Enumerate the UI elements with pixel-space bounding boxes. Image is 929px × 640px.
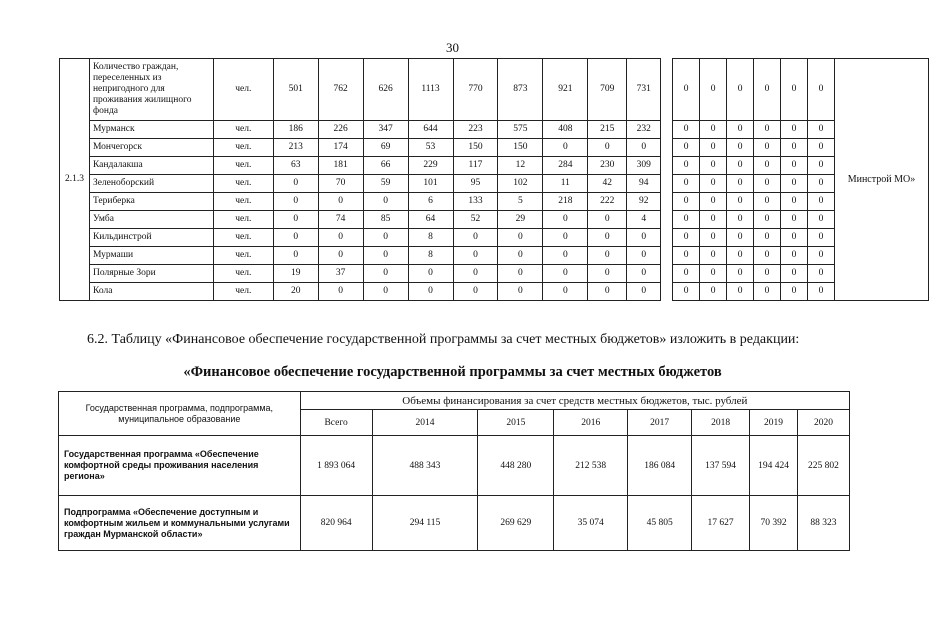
value-cell: 225 802: [797, 436, 849, 496]
value-cell: 0: [318, 193, 363, 211]
value-cell: 488 343: [372, 436, 478, 496]
value-cell: 284: [543, 157, 588, 175]
value-cell: 186: [273, 121, 318, 139]
value-cell: 709: [588, 59, 627, 121]
value-cell: 186 084: [628, 436, 692, 496]
value-cell: 85: [363, 211, 408, 229]
value-cell: 0: [781, 139, 808, 157]
value-cell: 174: [318, 139, 363, 157]
value-cell: 12: [498, 157, 543, 175]
unit-cell: чел.: [213, 229, 273, 247]
value-cell: 53: [408, 139, 453, 157]
row-name: Кильдинстрой: [89, 229, 213, 247]
value-cell: 0: [498, 229, 543, 247]
unit-cell: чел.: [213, 247, 273, 265]
value-cell: 0: [627, 247, 661, 265]
value-cell: 137 594: [692, 436, 750, 496]
value-cell: 0: [754, 157, 781, 175]
table-row: [60, 59, 929, 121]
value-cell: 0: [700, 121, 727, 139]
spacer-cell: [661, 157, 673, 175]
value-cell: 0: [363, 229, 408, 247]
value-cell: 0: [700, 175, 727, 193]
value-cell: 101: [408, 175, 453, 193]
value-cell: 69: [363, 139, 408, 157]
value-cell: 0: [754, 265, 781, 283]
value-cell: 218: [543, 193, 588, 211]
value-cell: 0: [754, 59, 781, 121]
value-cell: 0: [807, 157, 834, 175]
value-cell: 770: [453, 59, 498, 121]
value-cell: 0: [700, 211, 727, 229]
value-cell: 0: [700, 59, 727, 121]
value-cell: 63: [273, 157, 318, 175]
value-cell: 575: [498, 121, 543, 139]
value-cell: 0: [588, 229, 627, 247]
value-cell: 133: [453, 193, 498, 211]
column-header: 2015: [478, 410, 554, 436]
value-cell: 64: [408, 211, 453, 229]
table-row: [60, 283, 929, 301]
value-cell: 0: [673, 211, 700, 229]
column-header: 2014: [372, 410, 478, 436]
value-cell: 0: [807, 193, 834, 211]
value-cell: 644: [408, 121, 453, 139]
row-name: Мончегорск: [89, 139, 213, 157]
resettlement-table: [59, 58, 929, 301]
group-header: Объемы финансирования за счет средств местных бюджетов, тыс. рублей: [300, 392, 849, 410]
value-cell: 294 115: [372, 496, 478, 551]
value-cell: 0: [543, 229, 588, 247]
value-cell: 95: [453, 175, 498, 193]
value-cell: 0: [754, 247, 781, 265]
value-cell: 0: [363, 247, 408, 265]
unit-cell: чел.: [213, 193, 273, 211]
page-number: 30: [446, 40, 459, 55]
value-cell: 0: [543, 211, 588, 229]
value-cell: 0: [273, 211, 318, 229]
value-cell: 0: [807, 229, 834, 247]
header-row: [59, 392, 850, 410]
value-cell: 0: [754, 121, 781, 139]
value-cell: 212 538: [554, 436, 628, 496]
value-cell: 0: [627, 283, 661, 301]
value-cell: 0: [754, 211, 781, 229]
value-cell: 0: [700, 247, 727, 265]
value-cell: 0: [754, 283, 781, 301]
row-name: Кола: [89, 283, 213, 301]
value-cell: 0: [807, 283, 834, 301]
table-title: «Финансовое обеспечение государственной программы за счет местных бюджетов: [183, 364, 722, 380]
value-cell: 0: [781, 121, 808, 139]
spacer-cell: [661, 59, 673, 121]
value-cell: 117: [453, 157, 498, 175]
value-cell: 0: [727, 157, 754, 175]
value-cell: 408: [543, 121, 588, 139]
value-cell: 0: [318, 247, 363, 265]
row-name: Полярные Зори: [89, 265, 213, 283]
value-cell: 17 627: [692, 496, 750, 551]
row-name: Мурмаши: [89, 247, 213, 265]
value-cell: 0: [673, 59, 700, 121]
value-cell: 223: [453, 121, 498, 139]
value-cell: 92: [627, 193, 661, 211]
responsible-cell: Минстрой МО»: [834, 59, 928, 301]
value-cell: 213: [273, 139, 318, 157]
value-cell: 0: [543, 247, 588, 265]
spacer-cell: [661, 247, 673, 265]
value-cell: 232: [627, 121, 661, 139]
value-cell: 29: [498, 211, 543, 229]
row-name: Кандалакша: [89, 157, 213, 175]
value-cell: 150: [498, 139, 543, 157]
spacer-cell: [661, 193, 673, 211]
value-cell: 448 280: [478, 436, 554, 496]
value-cell: 0: [673, 139, 700, 157]
value-cell: 0: [453, 229, 498, 247]
value-cell: 0: [781, 247, 808, 265]
value-cell: 102: [498, 175, 543, 193]
column-header: 2017: [628, 410, 692, 436]
value-cell: 0: [273, 175, 318, 193]
value-cell: 0: [807, 265, 834, 283]
value-cell: 0: [588, 211, 627, 229]
unit-cell: чел.: [213, 283, 273, 301]
column-header: 2020: [797, 410, 849, 436]
table-row: [60, 121, 929, 139]
value-cell: 0: [700, 157, 727, 175]
value-cell: 0: [673, 229, 700, 247]
value-cell: 0: [727, 265, 754, 283]
value-cell: 0: [273, 247, 318, 265]
value-cell: 229: [408, 157, 453, 175]
value-cell: 226: [318, 121, 363, 139]
row-name: Мурманск: [89, 121, 213, 139]
value-cell: 0: [807, 175, 834, 193]
value-cell: 0: [727, 175, 754, 193]
spacer-cell: [661, 283, 673, 301]
value-cell: 66: [363, 157, 408, 175]
table-row: [60, 175, 929, 193]
value-cell: 0: [807, 121, 834, 139]
value-cell: 1113: [408, 59, 453, 121]
value-cell: 0: [673, 247, 700, 265]
value-cell: 0: [627, 139, 661, 157]
spacer-cell: [661, 211, 673, 229]
value-cell: 150: [453, 139, 498, 157]
value-cell: 0: [543, 139, 588, 157]
value-cell: 1 893 064: [300, 436, 372, 496]
table-row: [60, 265, 929, 283]
row-name: Количество граждан, переселенных из непригодного для проживания жилищного фонда: [89, 59, 213, 121]
value-cell: 269 629: [478, 496, 554, 551]
table-row: [60, 193, 929, 211]
unit-cell: чел.: [213, 59, 273, 121]
value-cell: 4: [627, 211, 661, 229]
value-cell: 0: [408, 265, 453, 283]
value-cell: 347: [363, 121, 408, 139]
value-cell: 0: [727, 193, 754, 211]
value-cell: 11: [543, 175, 588, 193]
value-cell: 0: [453, 283, 498, 301]
value-cell: 731: [627, 59, 661, 121]
value-cell: 0: [781, 193, 808, 211]
column-header: Всего: [300, 410, 372, 436]
spacer-cell: [661, 121, 673, 139]
value-cell: 0: [318, 283, 363, 301]
table-row: [60, 139, 929, 157]
column-header: 2019: [750, 410, 798, 436]
value-cell: 0: [727, 139, 754, 157]
value-cell: 0: [498, 283, 543, 301]
value-cell: 42: [588, 175, 627, 193]
value-cell: 0: [588, 247, 627, 265]
value-cell: 309: [627, 157, 661, 175]
value-cell: 0: [781, 157, 808, 175]
row-name: Териберка: [89, 193, 213, 211]
value-cell: 0: [273, 229, 318, 247]
value-cell: 0: [543, 265, 588, 283]
value-cell: 0: [700, 229, 727, 247]
value-cell: 0: [807, 211, 834, 229]
value-cell: 0: [673, 121, 700, 139]
value-cell: 6: [408, 193, 453, 211]
value-cell: 0: [700, 193, 727, 211]
value-cell: 0: [781, 229, 808, 247]
row-name: Зеленоборский: [89, 175, 213, 193]
value-cell: 0: [781, 265, 808, 283]
value-cell: 181: [318, 157, 363, 175]
value-cell: 0: [754, 229, 781, 247]
value-cell: 8: [408, 229, 453, 247]
value-cell: 0: [543, 283, 588, 301]
table-row: [59, 496, 850, 551]
unit-cell: чел.: [213, 121, 273, 139]
value-cell: 37: [318, 265, 363, 283]
row-name: Подпрограмма «Обеспечение доступным и комфортным жильем и коммунальными услугами граждан Мурманской области»: [59, 496, 301, 551]
value-cell: 0: [754, 175, 781, 193]
amendment-paragraph: 6.2. Таблицу «Финансовое обеспечение государственной программы за счет местных бюджетов» изложить в редакции:: [87, 332, 800, 347]
value-cell: 0: [673, 157, 700, 175]
value-cell: 0: [781, 283, 808, 301]
value-cell: 74: [318, 211, 363, 229]
value-cell: 70: [318, 175, 363, 193]
spacer-cell: [661, 139, 673, 157]
value-cell: 0: [781, 59, 808, 121]
unit-cell: чел.: [213, 157, 273, 175]
column-header: 2018: [692, 410, 750, 436]
value-cell: 0: [363, 265, 408, 283]
value-cell: 0: [673, 265, 700, 283]
value-cell: 0: [807, 247, 834, 265]
row-name: Государственная программа «Обеспечение комфортной среды проживания населения региона»: [59, 436, 301, 496]
value-cell: 0: [727, 121, 754, 139]
value-cell: 0: [727, 59, 754, 121]
value-cell: 0: [453, 265, 498, 283]
value-cell: 0: [727, 211, 754, 229]
value-cell: 0: [588, 283, 627, 301]
value-cell: 0: [673, 193, 700, 211]
funding-table: [58, 391, 850, 551]
value-cell: 0: [781, 211, 808, 229]
spacer-cell: [661, 265, 673, 283]
spacer-cell: [661, 175, 673, 193]
value-cell: 0: [807, 139, 834, 157]
value-cell: 222: [588, 193, 627, 211]
value-cell: 0: [498, 265, 543, 283]
value-cell: 20: [273, 283, 318, 301]
value-cell: 0: [754, 193, 781, 211]
value-cell: 45 805: [628, 496, 692, 551]
value-cell: 59: [363, 175, 408, 193]
unit-cell: чел.: [213, 265, 273, 283]
value-cell: 35 074: [554, 496, 628, 551]
table-row: [60, 211, 929, 229]
table-row: [60, 247, 929, 265]
value-cell: 0: [627, 229, 661, 247]
value-cell: 88 323: [797, 496, 849, 551]
value-cell: 0: [727, 283, 754, 301]
value-cell: 0: [627, 265, 661, 283]
value-cell: 0: [588, 139, 627, 157]
value-cell: 0: [700, 139, 727, 157]
value-cell: 873: [498, 59, 543, 121]
unit-cell: чел.: [213, 175, 273, 193]
value-cell: 762: [318, 59, 363, 121]
row-code: 2.1.3: [60, 59, 90, 301]
value-cell: 820 964: [300, 496, 372, 551]
value-cell: 921: [543, 59, 588, 121]
value-cell: 0: [700, 265, 727, 283]
value-cell: 0: [363, 193, 408, 211]
value-cell: 0: [754, 139, 781, 157]
spacer-cell: [661, 229, 673, 247]
value-cell: 0: [673, 283, 700, 301]
value-cell: 5: [498, 193, 543, 211]
value-cell: 230: [588, 157, 627, 175]
value-cell: 0: [807, 59, 834, 121]
value-cell: 0: [498, 247, 543, 265]
column-header: 2016: [554, 410, 628, 436]
value-cell: 19: [273, 265, 318, 283]
value-cell: 0: [363, 283, 408, 301]
value-cell: 215: [588, 121, 627, 139]
unit-cell: чел.: [213, 139, 273, 157]
value-cell: 0: [781, 175, 808, 193]
value-cell: 501: [273, 59, 318, 121]
value-cell: 626: [363, 59, 408, 121]
value-cell: 8: [408, 247, 453, 265]
table-row: [60, 229, 929, 247]
value-cell: 0: [408, 283, 453, 301]
value-cell: 0: [273, 193, 318, 211]
table-row: [59, 436, 850, 496]
value-cell: 194 424: [750, 436, 798, 496]
value-cell: 0: [453, 247, 498, 265]
row-name: Умба: [89, 211, 213, 229]
value-cell: 0: [700, 283, 727, 301]
value-cell: 0: [588, 265, 627, 283]
table-row: [60, 157, 929, 175]
value-cell: 52: [453, 211, 498, 229]
value-cell: 0: [673, 175, 700, 193]
unit-cell: чел.: [213, 211, 273, 229]
value-cell: 70 392: [750, 496, 798, 551]
value-cell: 0: [318, 229, 363, 247]
corner-header: Государственная программа, подпрограмма, муниципальное образование: [59, 392, 301, 436]
value-cell: 0: [727, 247, 754, 265]
value-cell: 94: [627, 175, 661, 193]
value-cell: 0: [727, 229, 754, 247]
